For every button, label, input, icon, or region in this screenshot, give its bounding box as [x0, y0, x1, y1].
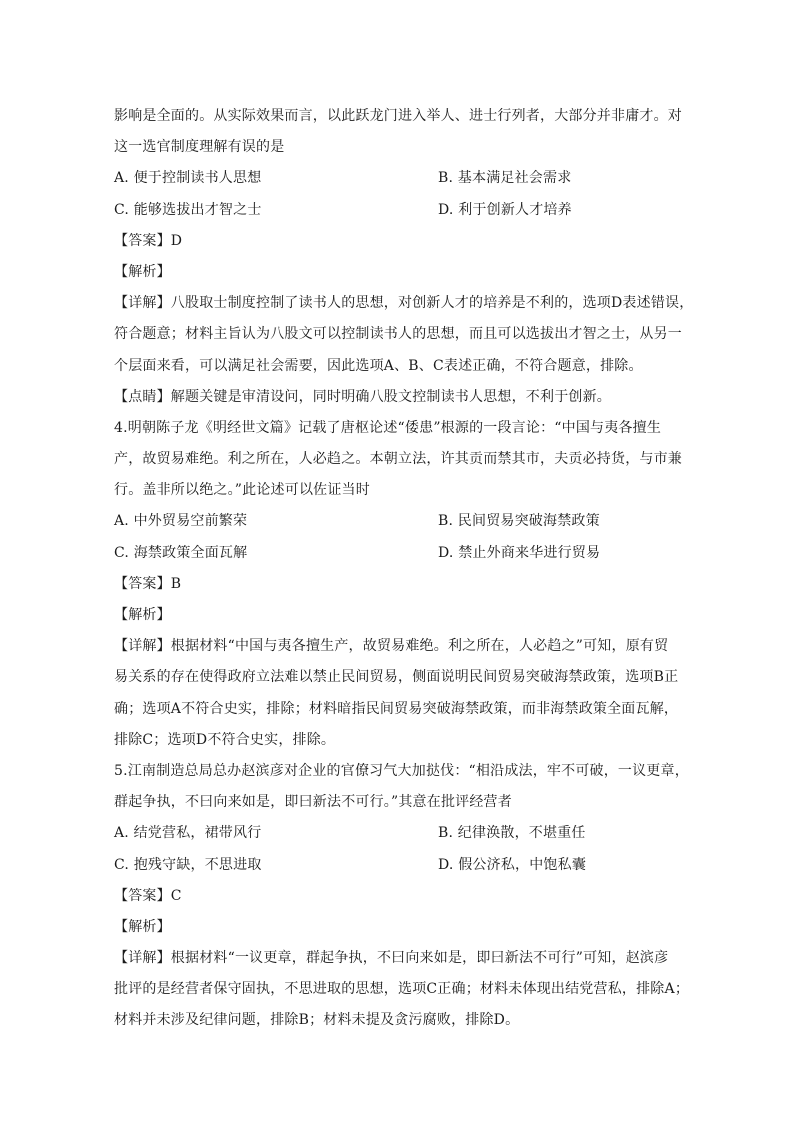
- q5-detail-line-1: 【详解】根据材料“一议更章，群起争执，不曰向来如是，即曰新法不可行”可知，赵滨彦: [114, 950, 669, 967]
- question-3: [114, 101, 694, 413]
- q5-option-b: B. 纪律涣散，不堪重任: [438, 825, 586, 842]
- q4-stem-line-1: 4.明朝陈子龙《明经世文篇》记载了唐枢论述“倭患”根源的一段言论：“中国与夷各擅生: [114, 419, 662, 436]
- q5-detail-line-3: 材料并未涉及纪律问题，排除B；材料未提及贪污腐败，排除D。: [114, 1012, 520, 1029]
- q3-detail-line-2: 符合题意；材料主旨认为八股文可以控制读书人的思想，而且可以选拔出才智之士，从另一: [114, 326, 682, 343]
- q4-analysis-label: 【解析】: [114, 607, 171, 623]
- q3-stem-line-2: 这一选官制度理解有误的是: [114, 139, 285, 156]
- q4-stem-line-3: 行。盖非所以绝之。”此论述可以佐证当时: [114, 482, 370, 499]
- q5-option-a: A. 结党营私，裙带风行: [114, 825, 262, 842]
- q3-options-row-1: [114, 163, 684, 194]
- q4-detail-line-3: 确；选项A不符合史实，排除；材料暗指民间贸易突破海禁政策，而非海禁政策全面瓦解，: [114, 700, 679, 717]
- q3-option-d: D. 利于创新人才培养: [438, 201, 572, 218]
- q5-detail-line-2: 批评的是经营者保守固执，不思进取的思想，选项C正确；材料未体现出结党营私，排除A；: [114, 981, 690, 998]
- q3-note: 【点睛】解题关键是审清设问，同时明确八股文控制读书人思想，不利于创新。: [114, 388, 611, 405]
- q4-detail-line-4: 排除C；选项D不符合史实，排除。: [114, 731, 336, 748]
- q3-option-c: C. 能够选拔出才智之士: [114, 201, 262, 218]
- q3-analysis-label: 【解析】: [114, 263, 171, 280]
- q3-options-row-2: [114, 195, 684, 226]
- document-page: [114, 101, 694, 1037]
- q5-answer: 【答案】C: [114, 887, 182, 904]
- q4-option-a: A. 中外贸易空前繁荣: [114, 513, 248, 530]
- q5-options-row-1: [114, 818, 684, 849]
- q3-option-b: B. 基本满足社会需求: [438, 170, 572, 187]
- q4-answer: 【答案】B: [114, 575, 182, 592]
- q5-stem-line-2: 群起争执，不曰向来如是，即曰新法不可行。”其意在批评经营者: [114, 794, 512, 811]
- q3-detail-line-1: 【详解】八股取士制度控制了读书人的思想，对创新人才的培养是不利的，选项D表述错误，: [114, 295, 694, 312]
- q4-option-d: D. 禁止外商来华进行贸易: [438, 544, 601, 561]
- q4-options-row-1: [114, 506, 684, 537]
- q5-option-c: C. 抱残守缺，不思进取: [114, 856, 262, 873]
- q4-detail-line-1: 【详解】根据材料“中国与夷各擅生产，故贸易难绝。利之所在，人必趋之”可知，原有贸: [114, 638, 669, 655]
- question-4: [114, 413, 684, 756]
- q5-option-d: D. 假公济私，中饱私囊: [438, 856, 587, 873]
- q4-stem-line-2: 产，故贸易难绝。利之所在，人必趋之。本朝立法，许其贡而禁其市，夫贡必持货，与市兼: [114, 451, 682, 468]
- q4-options-row-2: [114, 538, 684, 569]
- q3-option-a: A. 便于控制读书人思想: [114, 170, 262, 187]
- q3-detail-line-3: 个层面来看，可以满足社会需要，因此选项A、B、C表述正确，不符合题意，排除。: [114, 357, 643, 374]
- q5-options-row-2: [114, 850, 684, 881]
- question-5: [114, 756, 690, 1037]
- q4-option-c: C. 海禁政策全面瓦解: [114, 544, 248, 561]
- q3-stem-line-1: 影响是全面的。从实际效果而言，以此跃龙门进入举人、进士行列者，大部分并非庸才。对: [114, 108, 682, 124]
- q5-analysis-label: 【解析】: [114, 918, 171, 935]
- q3-answer: 【答案】D: [114, 232, 183, 249]
- q5-stem-line-1: 5.江南制造总局总办赵滨彦对企业的官僚习气大加挞伐：“相沿成法，牢不可破，一议更章，: [114, 762, 689, 779]
- q4-option-b: B. 民间贸易突破海禁政策: [438, 513, 600, 530]
- q4-detail-line-2: 易关系的存在使得政府立法难以禁止民间贸易，侧面说明民间贸易突破海禁政策，选项B正: [114, 669, 679, 686]
